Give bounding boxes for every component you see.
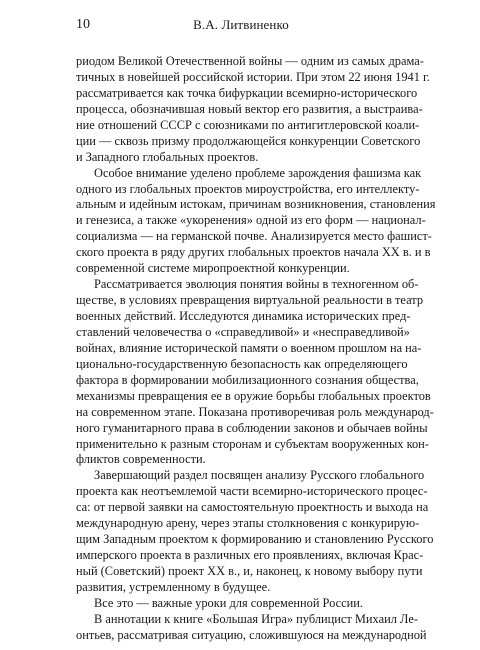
paragraph [76,611,427,644]
text-line: щим Западным проектом к формированию и становлению Русского [76,532,434,547]
text-line: са: от первой заявки на самостоятельную проектность и выхода на [76,500,429,515]
text-line: рассматривается как точка бифуркации всемирно-исторического [76,85,418,100]
page-number: 10 [76,17,90,32]
text-line: на современном этапе. Показана противоречивая роль международ- [76,404,434,419]
text-line: применительно к разным сторонам и субъектам вооруженных кон- [76,436,429,451]
text-line: современной системе миропроектной конкуренции. [76,261,350,276]
text-line: социализма — на германской почве. Анализируется место фашист- [76,229,432,244]
text-line: ного гуманитарного права в соблюдении законов и обычаев войны [76,420,428,435]
paragraph [76,468,434,596]
text-line: военных действий. Исследуются динамика исторических пред- [76,309,411,323]
text-line: международную арену, через этапы столкновения с конкурирую- [76,516,420,531]
text-line: проекта как неотъемлемой части всемирно-исторического процес- [76,484,428,499]
text-line: ского проекта в ряду других глобальных проектов начала XX в. и в [76,245,431,260]
text-line: и генезиса, а также «укоренения» одной из его форм — национал- [76,213,426,228]
paragraph [76,277,434,468]
text-line: механизмы превращения ее в оружие борьбы глобальных проектов [76,388,431,403]
text-line: одного из глобальных проектов мироустройства, его интеллекту- [76,181,420,196]
text-line: ществе, в условиях превращения виртуальной реальности в театр [76,293,424,308]
text-line: ние отношений СССР с союзниками по антигитлеровской коали- [76,117,420,132]
text-line: риодом Великой Отечественной войны — одним из самых драма- [76,54,424,68]
text-line: ный (Советский) проект XX в., и, наконец, к новому выбору пути [76,564,423,578]
text-line: Рассматривается эволюция понятия войны в техногенном об- [94,277,419,292]
text-line: В аннотации к книге «Большая Игра» публицист Михаил Ле- [94,611,418,626]
text-line: Все это — важные уроки для современной России. [94,595,363,610]
text-line: войнах, влияние исторической памяти о военном прошлом на на- [76,340,422,355]
body-text [76,54,436,644]
text-line: Завершающий раздел посвящен анализу Русского глобального [94,468,425,483]
text-line: онтьев, рассматривая ситуацию, сложившуюся на международной [76,627,427,642]
text-line: развития, устремленному в будущее. [76,579,271,594]
text-line: процесса, обозначившая новый вектор его развития, а выстраива- [76,101,423,116]
running-head-author: В.А. Литвиненко [193,17,289,32]
paragraph [76,54,430,166]
text-line: ции — сквозь призму продолжающейся конкуренции Советского [76,133,421,148]
text-line: фликтов современности. [76,452,206,467]
page-header [76,16,406,36]
text-line: Особое внимание уделено проблеме зарождения фашизма как [94,165,422,180]
text-line: альным и идейным истокам, причинам возникновения, становления [76,197,436,212]
text-line: фактора в формировании мобилизационного сознания общества, [76,372,419,387]
text-line: и Западного глобальных проектов. [76,149,259,164]
paragraph [76,165,436,278]
text-line: ционально-государственную безопасность как определяющего [76,356,408,371]
text-line: тичных в новейшей российской истории. При этом 22 июня 1941 г. [76,69,430,84]
text-line: ставлений человечества о «справедливой» и «несправедливой» [76,324,410,339]
paragraph [76,596,406,612]
text-line: имперского проекта в различных его проявлениях, включая Крас- [76,548,424,563]
